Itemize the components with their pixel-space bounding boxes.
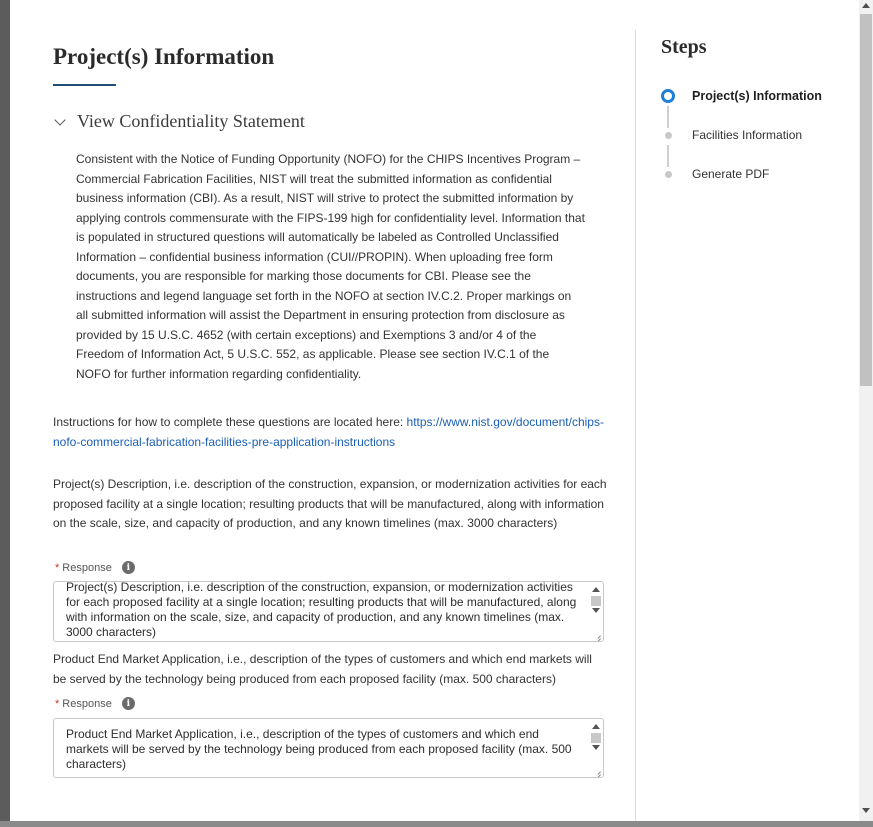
textarea-value: Product End Market Application, i.e., description of the types of customers and which end markets will be served by the technology being produced from each proposed facility (max. 500 characters): [66, 727, 572, 771]
title-underline: [53, 84, 116, 86]
info-icon[interactable]: i: [122, 561, 135, 574]
scroll-up-icon[interactable]: [592, 587, 600, 592]
instructions-text: [53, 412, 608, 452]
page-scrollbar[interactable]: [859, 0, 873, 821]
resize-handle-icon[interactable]: [593, 767, 601, 775]
scroll-up-icon[interactable]: [592, 724, 600, 729]
scroll-thumb[interactable]: [591, 596, 601, 606]
end-market-textarea[interactable]: [53, 718, 604, 778]
step-label: Project(s) Information: [692, 89, 822, 103]
step-project-information[interactable]: [661, 89, 822, 103]
step-active-icon: [661, 89, 675, 103]
confidentiality-toggle-label: View Confidentiality Statement: [77, 111, 305, 131]
step-marker: [661, 171, 675, 178]
panel-divider: [635, 30, 636, 821]
modal-dialog: [10, 0, 859, 821]
scroll-down-icon[interactable]: [862, 808, 870, 813]
response-label: [55, 561, 135, 574]
project-description-textarea[interactable]: [53, 581, 604, 642]
instructions-prefix: Instructions for how to complete these questions are located here:: [53, 415, 407, 429]
steps-title: Steps: [661, 36, 707, 58]
scroll-down-icon[interactable]: [592, 608, 600, 613]
step-marker: [661, 132, 675, 139]
question-project-description: Project(s) Description, i.e. description of the construction, expansion, or modernization activities for each proposed facility at a single location; resulting products that will be manufactured, along with information on the scale, size, and capacity of production, and any known timelines (max. 3000 characters): [53, 477, 607, 530]
step-facilities-information[interactable]: [661, 128, 802, 142]
question-end-market: Product End Market Application, i.e., description of the types of customers and which end markets will be served by the technology being produced from each proposed facility (max. 500 characters): [53, 652, 592, 686]
step-generate-pdf[interactable]: [661, 167, 769, 181]
chevron-down-icon: [53, 115, 67, 129]
info-icon[interactable]: i: [122, 697, 135, 710]
scroll-thumb[interactable]: [591, 733, 601, 743]
step-connector: [667, 145, 669, 167]
textarea-scrollbar[interactable]: [591, 585, 601, 613]
page-scroll-thumb[interactable]: [860, 14, 872, 386]
response-label-text: Response: [62, 561, 112, 574]
bottom-edge: [0, 821, 873, 827]
resize-handle-icon[interactable]: [593, 631, 601, 639]
textarea-value: Project(s) Description, i.e. description of the construction, expansion, or modernization activities for each proposed facility at a single location; resulting products that will be manufactured, along with information on the scale, size, and capacity of production, and any known timelines (max. 3000 characters): [66, 581, 577, 639]
required-mark: *: [55, 697, 60, 710]
step-label: Facilities Information: [692, 128, 803, 142]
scroll-down-icon[interactable]: [592, 745, 600, 750]
response-label: [55, 697, 135, 710]
step-label: Generate PDF: [692, 167, 770, 181]
step-pending-icon: [665, 171, 672, 178]
scroll-up-icon[interactable]: [862, 3, 870, 8]
response-label-text: Response: [62, 697, 112, 710]
page-title: Project(s) Information: [53, 44, 275, 69]
confidentiality-statement: Consistent with the Notice of Funding Opportunity (NOFO) for the CHIPS Incentives Program – Commercial Fabrication Facilities, NIST will treat the submitted information as confidential business information (CBI). As a result, NIST will strive to protect the submitted information by applying controls commensurate with the FIPS-199 high for confidentiality level. Information that is populated in structured questions will automatically be labeled as Controlled Unclassified Information – confidential business information (CUI//PROPIN). When uploading free form documents, you are responsible for marking those documents for CBI. Please see the instructions and legend language set forth in the NOFO at section IV.C.2. Proper markings on all submitted information will assist the Department in ensuring protection from disclosure as provided by 15 U.S.C. 4652 (with certain exceptions) and Exemptions 3 and/or 4 of the Freedom of Information Act, 5 U.S.C. 552, as applicable. Please see section IV.C.1 of the NOFO for further information regarding confidentiality.: [76, 152, 585, 381]
step-marker: [661, 89, 675, 103]
step-pending-icon: [665, 132, 672, 139]
step-connector: [667, 106, 669, 128]
form-panel: [10, 0, 635, 821]
required-mark: *: [55, 561, 60, 574]
textarea-scrollbar[interactable]: [591, 722, 601, 750]
confidentiality-toggle[interactable]: [53, 111, 305, 132]
instructions-link[interactable]: https://www.nist.gov/document/chips-nofo-commercial-fabrication-facilities-pre-application-instructions: [53, 415, 604, 449]
